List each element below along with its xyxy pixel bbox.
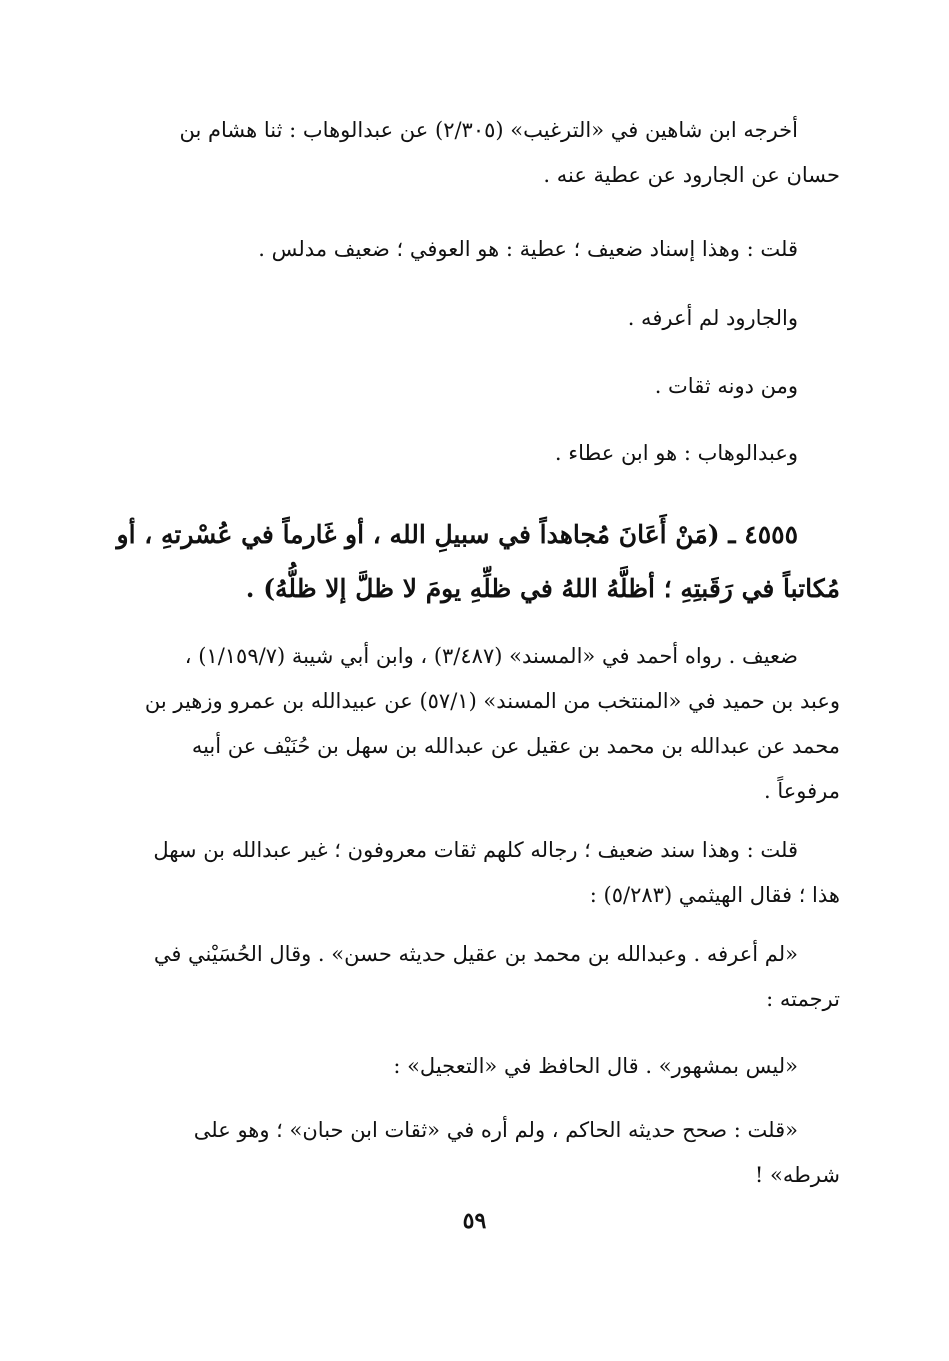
paragraph-thiqat: ومن دونه ثقات . <box>654 374 798 398</box>
paragraph-laysa-bimashhur: «ليس بمشهور» . قال الحافظ في «التعجيل» : <box>393 1054 798 1078</box>
hadith-line-2: مُكاتباً في رَقَبتِهِ ؛ أظلَّهُ اللهُ في ظلِّهِ يومَ لا ظلَّ إلا ظلُّهُ) . <box>245 574 840 603</box>
paragraph-takhrij <box>100 108 840 198</box>
qultu-sahhaha-line-1: «قلت : صحح حديثه الحاكم ، ولم أره في «ثقات ابن حبان» ؛ وهو على <box>193 1118 798 1142</box>
daif-line-2: وعبد بن حميد في «المنتخب من المسند» (٥٧/١) عن عبيدالله بن عمرو وزهير بن <box>144 689 840 713</box>
paragraph-qultu-sahhaha <box>100 1108 840 1198</box>
qultu-sanad-line-2: هذا ؛ فقال الهيثمي (٥/٢٨٣) : <box>589 883 840 907</box>
paragraph-daif <box>100 634 840 814</box>
paragraph-abdulwahhab: وعبدالوهاب : هو ابن عطاء . <box>554 441 798 465</box>
hadith-line-1: ٤٥٥٥ ـ (مَنْ أَعَانَ مُجاهداً في سبيلِ الله ، أو غَارماً في عُسْرتهِ ، أو <box>116 520 798 549</box>
lam-arifhu-line-1: «لم أعرفه . وعبدالله بن محمد بن عقيل حديثه حسن» . وقال الحُسَيْني في <box>153 942 798 966</box>
takhrij-line-1: أخرجه ابن شاهين في «الترغيب» (٢/٣٠٥) عن عبدالوهاب : ثنا هشام بن <box>179 118 798 142</box>
qultu-sanad-line-1: قلت : وهذا سند ضعيف ؛ رجاله كلهم ثقات معروفون ؛ غير عبدالله بن سهل <box>153 838 798 862</box>
paragraph-qultu-isnad: قلت : وهذا إسناد ضعيف ؛ عطية : هو العوفي ؛ ضعيف مدلس . <box>258 237 798 261</box>
paragraph-lam-arifhu <box>100 932 840 1022</box>
paragraph-jarud: والجارود لم أعرفه . <box>627 306 798 330</box>
takhrij-line-2: حسان عن الجارود عن عطية عنه . <box>543 163 840 187</box>
page-number: ٥٩ <box>462 1208 487 1234</box>
daif-line-3: محمد عن عبدالله بن محمد بن عقيل عن عبدالله بن سهل بن حُنَيْف عن أبيه <box>191 734 840 758</box>
lam-arifhu-line-2: ترجمته : <box>766 987 840 1011</box>
qultu-sahhaha-line-2: شرطه» ! <box>754 1163 840 1187</box>
page-body <box>100 108 840 1198</box>
hadith-text <box>100 508 840 616</box>
daif-line-1: ضعيف . رواه أحمد في «المسند» (٣/٤٨٧) ، وابن أبي شيبة (١/١٥٩/٧) ، <box>184 644 798 668</box>
daif-line-4: مرفوعاً . <box>763 779 840 803</box>
paragraph-qultu-sanad <box>100 828 840 918</box>
